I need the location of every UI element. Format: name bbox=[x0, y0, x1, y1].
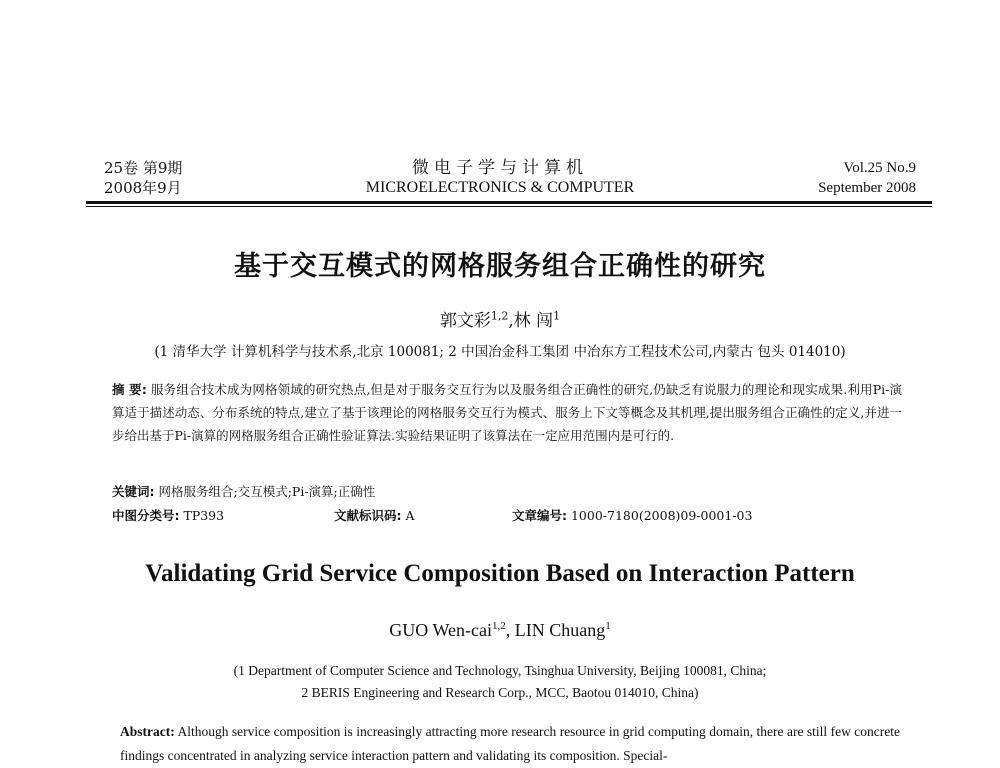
abstract-text-cn: 服务组合技术成为网格领域的研究热点,但是对于服务交互行为以及服务组合正确性的研究,仍缺乏有说服力的理论和现实成果.利用Pi-演算适于描述动态、分布系统的特点,建立了基于该理论的网格服务交互行为模式、服务上下文等概念及其机理,提出服务组合正确性的定义,并进一步给出基于Pi-演算的网格服务组合正确性验证算法.实验结果证明了该算法在一定应用范围内是可行的. bbox=[112, 382, 902, 443]
affiliation-en-line-2: 2 BERIS Engineering and Research Corp., MCC, Baotou 014010, China) bbox=[301, 685, 699, 700]
author-sep-en: , bbox=[505, 620, 515, 640]
abstract-en bbox=[120, 720, 900, 768]
abstract-label-en: Abstract: bbox=[120, 724, 175, 739]
volume-issue: 25卷 第9期 bbox=[104, 159, 183, 177]
author-sep-cn: , bbox=[508, 311, 514, 331]
header-rule-thick bbox=[86, 201, 932, 204]
vol-no: Vol.25 No.9 bbox=[843, 160, 916, 176]
author-1-cn-sup: 1,2 bbox=[490, 309, 509, 323]
keywords-label-cn: 关键词: bbox=[112, 484, 155, 499]
journal-name bbox=[300, 158, 700, 198]
author-2-en-sup: 1 bbox=[605, 620, 611, 632]
journal-volume-info bbox=[760, 158, 916, 198]
document-code-label: 文献标识码: bbox=[334, 508, 402, 523]
header-rule-thin bbox=[86, 206, 932, 207]
article-number-label: 文章编号: bbox=[512, 508, 567, 523]
author-1-en-sup: 1,2 bbox=[491, 620, 506, 632]
clc-label: 中图分类号: bbox=[112, 508, 180, 523]
document-code-value: A bbox=[405, 508, 415, 523]
paper-title-cn: 基于交互模式的网格服务组合正确性的研究 bbox=[234, 251, 766, 282]
journal-name-cn: 微电子学与计算机 bbox=[412, 158, 588, 178]
keywords-cn bbox=[112, 482, 902, 500]
keywords-text-cn: 网格服务组合;交互模式;Pi-演算;正确性 bbox=[158, 484, 376, 499]
author-2-cn-sup: 1 bbox=[553, 309, 561, 323]
article-number-value: 1000-7180(2008)09-0001-03 bbox=[570, 508, 753, 523]
authors-cn bbox=[0, 306, 1000, 331]
affiliation-cn: (1 清华大学 计算机科学与技术系,北京 100081; 2 中国冶金科工集团 中冶东方工程技术公司,内蒙古 包头 014010) bbox=[154, 344, 846, 360]
article-number bbox=[512, 506, 752, 524]
abstract-text-en: Although service composition is increasingly attracting more research resource in grid computing domain, there are still few concrete findings concentrated in analyzing service interaction pattern and validating its composition. Special- bbox=[120, 724, 900, 763]
author-1-en: GUO Wen-cai bbox=[389, 620, 492, 640]
issue-date-cn: 2008年9月 bbox=[104, 179, 182, 197]
document-code bbox=[334, 506, 415, 524]
journal-issue-info bbox=[104, 158, 304, 198]
abstract-label-cn: 摘 要: bbox=[112, 382, 147, 397]
journal-name-en: MICROELECTRONICS & COMPUTER bbox=[365, 179, 635, 196]
affiliation-en-line-1: (1 Department of Computer Science and Technology, Tsinghua University, Beijing 100081, China; bbox=[233, 663, 767, 678]
abstract-cn bbox=[112, 378, 902, 447]
clc-value: TP393 bbox=[183, 508, 225, 523]
author-2-en: LIN Chuang bbox=[514, 620, 606, 640]
issue-date-en: September 2008 bbox=[818, 180, 916, 196]
author-2-cn: 林 闯 bbox=[513, 311, 554, 331]
paper-title-en: Validating Grid Service Composition Based on Interaction Pattern bbox=[145, 560, 855, 587]
clc-number bbox=[112, 506, 224, 524]
authors-en bbox=[0, 620, 1000, 641]
author-1-cn: 郭文彩 bbox=[439, 311, 491, 331]
affiliation-en bbox=[150, 660, 850, 704]
